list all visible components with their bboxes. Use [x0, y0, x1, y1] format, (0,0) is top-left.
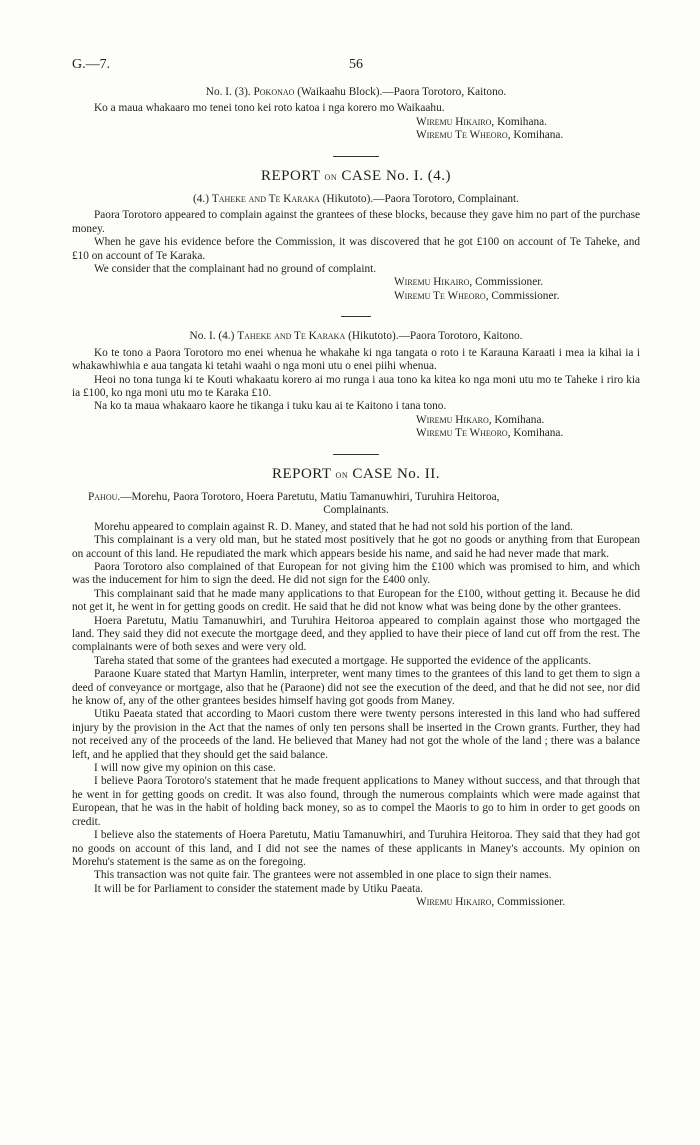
paragraph: Heoi no tona tunga ki te Kouti whakaatu korero ai mo runga i aua tono ka kitea ko nga moni utu mo te Taheke i riro kia ia £100, ko nga moni utu mo te Karaka £10. [72, 373, 640, 399]
case-title-taheke: (4.) Taheke and Te Karaka (Hikutoto).—Paora Torotoro, Complainant. [192, 193, 519, 206]
signature: Wiremu Hikairo, Commissioner. [394, 276, 544, 289]
paragraph: Paora Torotoro appeared to complain against the grantees of these blocks, because they gave him no part of the purchase money. [72, 209, 640, 235]
signature: Wiremu Te Wheoro, Komihana. [416, 427, 564, 440]
paragraph: Paraone Kuare stated that Martyn Hamlin, interpreter, went many times to the grantees of this land to get them to sign a deed of conveyance or mortgage, also that he (Paraone) did not see the execution of the deed, and that he did not see, nor did he know of, any of the other grantees besides himself having got goods from Maney. [72, 668, 640, 708]
paragraph: Paora Torotoro also complained of that European for not giving him the £100 which was promised to him, and which was the inducement for him to sign the deed. He did not sign for the £400 only. [72, 560, 640, 587]
case-title-pahou: Pahou.—Morehu, Paora Torotoro, Hoera Paretutu, Matiu Tamanuwhiri, Turuhira Heitoroa, [88, 490, 500, 503]
signature: Wiremu Hikairo, Komihana. [416, 115, 547, 128]
section-divider [333, 156, 379, 157]
page-number: 56 [349, 57, 363, 72]
paragraph: Tareha stated that some of the grantees had executed a mortgage. He supported the evidence of the applicants. [94, 654, 592, 667]
paragraph: This complainant is a very old man, but he stated most positively that he got no goods or anything from that European on account of this land. He repudiated the mark which appears beside his name, and said he had never made that mark. [72, 534, 640, 560]
signature: Wiremu Hikairo, Commissioner. [416, 896, 566, 909]
paragraph: This complainant said that he made many applications to that European for the £100, without getting it. Because he did not get it, he went in for getting goods on credit. He said that he did not know what was being done by the other grantees. [72, 587, 640, 614]
paragraph: Hoera Paretutu, Matiu Tamanuwhiri, and Turuhira Heitoroa appeared to complain against those who mortgaged the land. They said they did not execute the mortgage deed, and they applied to have their piece of land cut off from the rest. The complainants were of both sexes and were very old. [72, 614, 640, 654]
document-reference: G.—7. [72, 57, 111, 72]
paragraph: Ko a maua whakaaro mo tenei tono kei roto katoa i nga korero mo Waikaahu. [94, 102, 445, 115]
section-divider [341, 316, 371, 317]
signature: Wiremu Hikaro, Komihana. [416, 413, 545, 426]
signature: Wiremu Te Wheoro, Commissioner. [394, 289, 560, 302]
signature: Wiremu Te Wheoro, Komihana. [416, 129, 564, 142]
section-divider [333, 454, 379, 455]
case-title-pokonao: No. I. (3). Pokonao (Waikaahu Block).—Paora Torotoro, Kaitono. [205, 86, 507, 98]
report-heading-case-1-4: REPORT on CASE No. I. (4.) [260, 167, 452, 184]
paragraph: Morehu appeared to complain against R. D. Maney, and stated that he had not sold his portion of the land. [94, 520, 573, 533]
paragraph: Na ko ta maua whakaaro kaore he tikanga i tuku kau ai te Kaitono i tana tono. [94, 400, 447, 413]
paragraph: It will be for Parliament to consider the statement made by Utiku Paeata. [94, 882, 424, 895]
paragraph: I will now give my opinion on this case. [94, 762, 276, 775]
case-title-pahou-line2: Complainants. [323, 504, 389, 517]
paragraph: I believe Paora Torotoro's statement that he made frequent applications to Maney without success, and that through that he went in for getting goods on credit. It was also found, through the numerous complaints which were made against that European, that he was in the habit of holding back money, so as to compel the Maoris to go to him in order to get goods on credit. [72, 775, 640, 828]
page-content [72, 86, 640, 910]
paragraph: I believe also the statements of Hoera Paretutu, Matiu Tamanuwhiri, and Turuhira Heitoroa. They said that they had got no goods on account of this land, and I did not see the names of these applicants in Maney's accounts. My opinion on Morehu's statement is the same as on the foregoing. [72, 829, 640, 868]
paragraph: When he gave his evidence before the Commission, it was discovered that he got £100 on account of Te Taheke, and £10 on account of Te Karaka. [72, 236, 640, 262]
paragraph: This transaction was not quite fair. The grantees were not assembled in one place to sign their names. [94, 869, 552, 882]
paragraph: Ko te tono a Paora Torotoro mo enei whenua he whakahe ki nga tangata o roto i te Karauna Karaati i mea ia kihai ia i whakawhiwhia e aua tangata ki tetahi waahi o nga moni utu o enei piihi whenua. [72, 346, 640, 373]
paragraph: Utiku Paeata stated that according to Maori custom there were twenty persons interested in this land who had suffered injury by the provision in the Act that the names of only ten persons shall be inserted in the Crown grants. Further, they had not received any of the proceeds of the land. He believed that Maney had not got the whole of the land ; there was a balance left, and he applied that they should get the said balance. [72, 708, 640, 761]
paragraph: We consider that the complainant had no ground of complaint. [94, 263, 377, 276]
case-title-taheke-maori: No. I. (4.) Taheke and Te Karaka (Hikutoto).—Paora Torotoro, Kaitono. [189, 330, 523, 343]
report-heading-case-2: REPORT on CASE No. II. [271, 465, 441, 482]
running-header [72, 58, 640, 74]
